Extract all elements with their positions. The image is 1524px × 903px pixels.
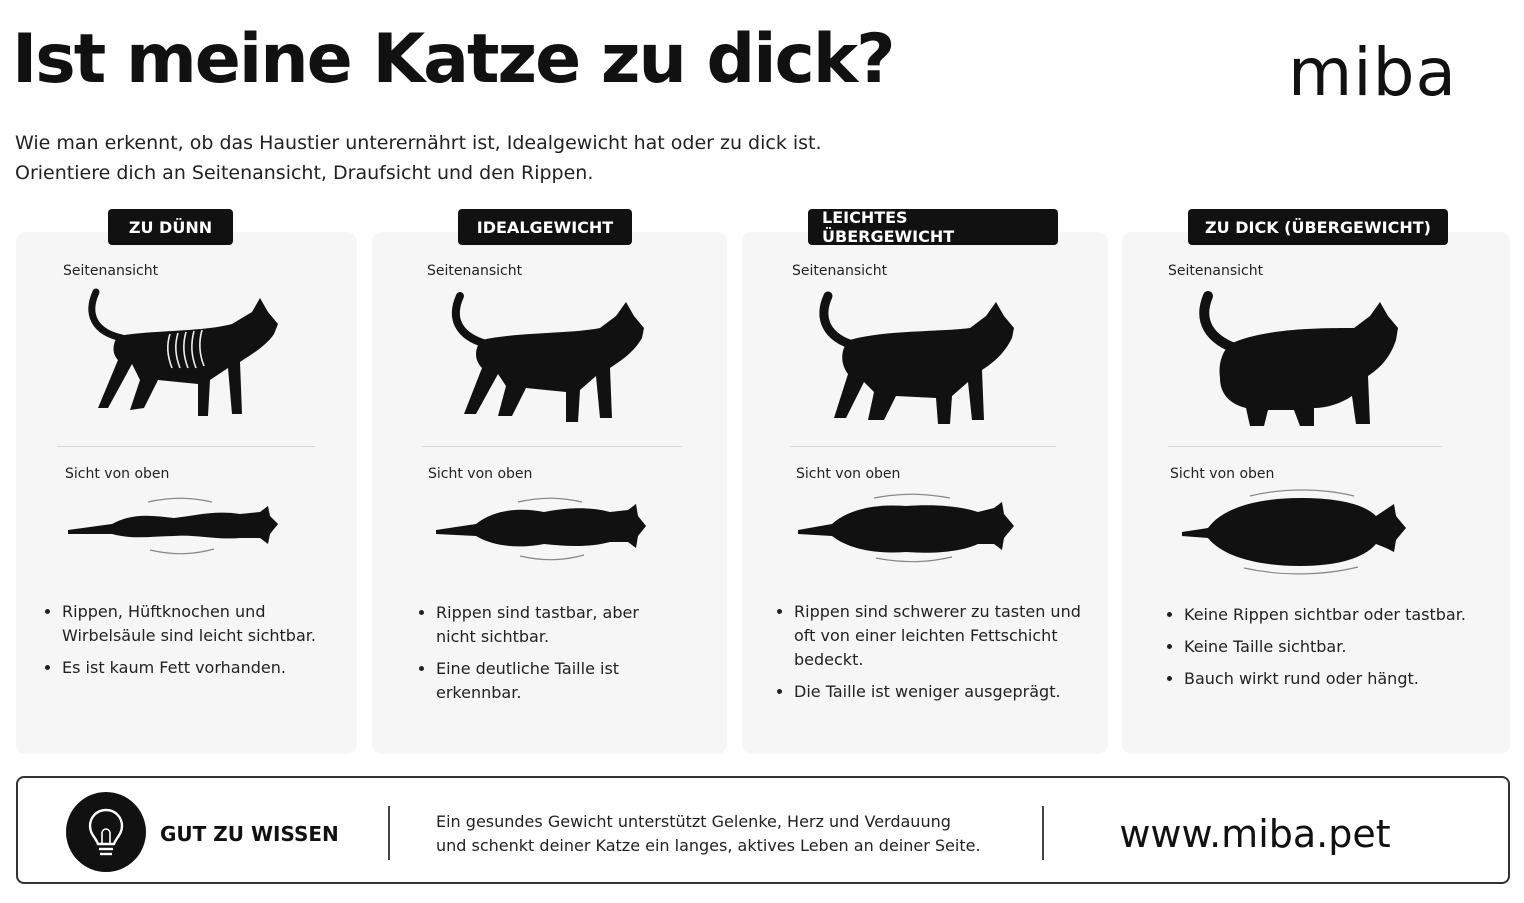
badge-slight-overweight: LEICHTES ÜBERGEWICHT <box>808 209 1058 245</box>
side-view-label: Seitenansicht <box>792 263 888 279</box>
list-item: • Es ist kaum Fett vorhanden. <box>62 656 352 680</box>
list-item: • Eine deutliche Taille ist erkennbar. <box>436 657 676 705</box>
brand-logo: miba <box>1288 34 1457 111</box>
subtitle-line-1: Wie man erkennt, ob das Haustier unterernährt ist, Idealgewicht hat oder zu dick ist. <box>15 132 822 154</box>
list-item: • Die Taille ist weniger ausgeprägt. <box>794 680 1094 704</box>
list-item: • Rippen sind schwerer zu tasten und oft von einer leichten Fettschicht bedeckt. <box>794 600 1094 672</box>
cat-top-ideal-image <box>432 494 652 564</box>
cat-side-thin-image <box>82 284 292 424</box>
tip-box <box>16 776 1510 884</box>
subtitle-line-2: Orientiere dich an Seitenansicht, Draufsicht und den Rippen. <box>15 162 594 184</box>
points-list-ideal-weight <box>414 601 676 713</box>
points-list-too-thin <box>40 600 352 688</box>
side-view-label: Seitenansicht <box>63 263 159 279</box>
top-view-label: Sicht von oben <box>65 466 170 482</box>
lightbulb-icon-svg <box>66 792 146 872</box>
side-view-label: Seitenansicht <box>427 263 523 279</box>
section-divider <box>57 446 315 447</box>
lightbulb-icon <box>66 792 146 872</box>
cat-side-ideal-image <box>446 288 656 428</box>
badge-too-thin: ZU DÜNN <box>108 209 233 245</box>
cat-top-thin-image <box>64 494 284 558</box>
website-link[interactable]: www.miba.pet <box>1119 812 1391 856</box>
badge-ideal-weight: IDEALGEWICHT <box>458 209 632 245</box>
section-divider <box>790 446 1056 447</box>
list-item: • Keine Rippen sichtbar oder tastbar. <box>1184 603 1504 627</box>
cat-top-slight-overweight-image <box>794 490 1020 566</box>
points-list-slight-overweight <box>772 600 1094 712</box>
cat-side-slight-overweight-image <box>814 288 1028 428</box>
page-subtitle <box>15 128 822 188</box>
cat-side-too-fat-image <box>1194 288 1410 430</box>
list-item: • Bauch wirkt rund oder hängt. <box>1184 667 1504 691</box>
top-view-label: Sicht von oben <box>428 466 533 482</box>
section-divider <box>1168 446 1442 447</box>
points-list-too-fat <box>1162 603 1504 699</box>
tip-text <box>436 810 981 858</box>
list-item: • Rippen sind tastbar, aber nicht sichtbar. <box>436 601 676 649</box>
vertical-divider <box>388 806 390 860</box>
tip-text-line-1: Ein gesundes Gewicht unterstützt Gelenke, Herz und Verdauung <box>436 812 951 831</box>
tip-text-line-2: und schenkt deiner Katze ein langes, aktives Leben an deiner Seite. <box>436 836 981 855</box>
tip-title: GUT ZU WISSEN <box>160 822 339 846</box>
cat-top-too-fat-image <box>1178 486 1414 576</box>
section-divider <box>422 446 682 447</box>
badge-too-fat: ZU DICK (ÜBERGEWICHT) <box>1188 209 1448 245</box>
top-view-label: Sicht von oben <box>796 466 901 482</box>
list-item: • Rippen, Hüftknochen und Wirbelsäule sind leicht sichtbar. <box>62 600 352 648</box>
list-item: • Keine Taille sichtbar. <box>1184 635 1504 659</box>
side-view-label: Seitenansicht <box>1168 263 1264 279</box>
top-view-label: Sicht von oben <box>1170 466 1275 482</box>
page-title: Ist meine Katze zu dick? <box>12 20 894 99</box>
vertical-divider <box>1042 806 1044 860</box>
